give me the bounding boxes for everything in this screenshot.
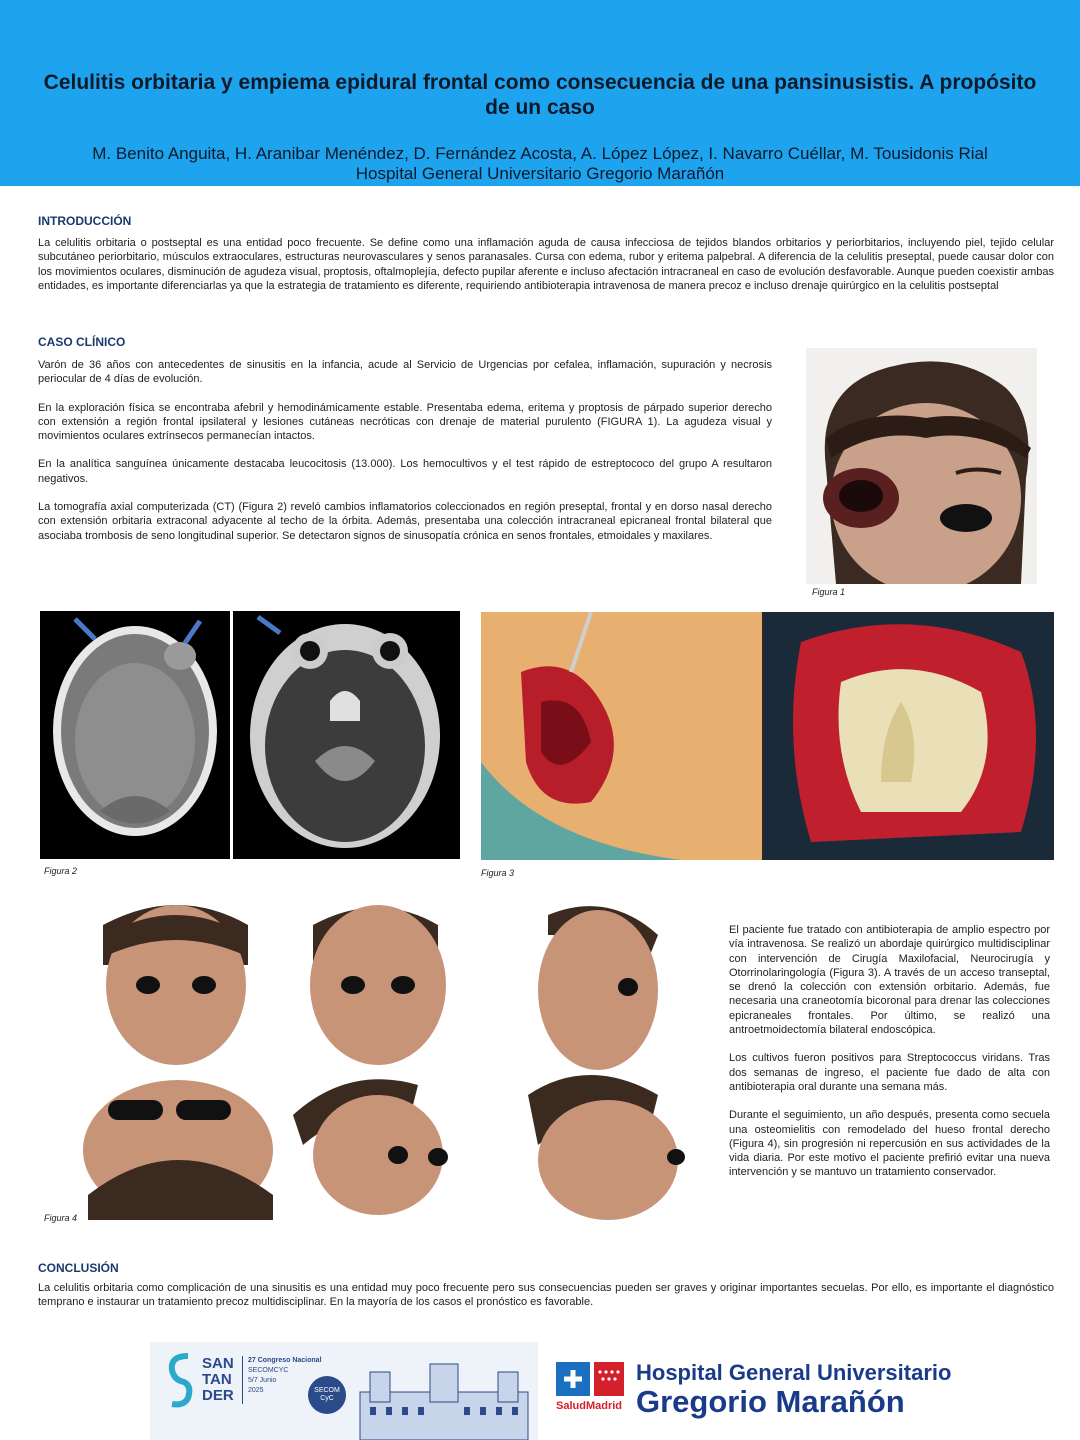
case-paragraph: En la exploración física se encontraba afebril y hemodinámicamente estable. Presentaba edema, eritema y proptosis de párpado superior derecho con extensión a región frontal ipsilateral y lesiones cutáneas necróticas con drenaje de material purulento (FIGURA 1). La agudeza visual y movimientos oculares extrínsecos permanecían intactos. <box>38 401 772 443</box>
figure-3-caption: Figura 3 <box>481 868 515 878</box>
header-banner <box>0 0 1080 186</box>
case-paragraph: La tomografía axial computerizada (CT) (Figura 2) reveló cambios inflamatorios coleccionados en región preseptal, frontal y en dorso nasal derecho con extensión orbitaria extraconal adyacente al techo de la órbita. Además, presentaba una colección intracraneal epicraneal frontal bilateral que asociaba trombosis de seno longitudinal superior. Se detectaron signos de sinusopatía crónica en senos frontales, etmoidales y maxilares. <box>38 501 772 542</box>
case-paragraph: Varón de 36 años con antecedentes de sinusitis en la infancia, acude al Servicio de Urgencias por cefalea, inflamación, supuración y necrosis periocular de 4 días de evolución. <box>38 359 772 386</box>
figure-4-caption: Figura 4 <box>44 1213 78 1223</box>
intro-heading: INTRODUCCIÓN <box>38 214 132 228</box>
salud-madrid-label: SaludMadrid <box>556 1400 623 1412</box>
intro-body: La celulitis orbitaria o postseptal es una entidad poco frecuente. Se define como una inflamación aguda de causa infecciosa de tejidos blandos orbitarios y periorbitarios, incluyendo piel, tejido celular subcutáneo periorbitario, músculos extraoculares, estructuras neurovasculares y senos paranasales. Cursa con edema, rubor y eritema palpebral. A diferencia de la celulitis preseptal, puede causar dolor con los movimientos oculares, disminución de agudeza visual, proptosis, oftalmoplejía, defecto pupilar aferente e incluso afectación intracraneal en caso de evolución desfavorable. Aunque pueden coexistir ambas entidades, es importante diferenciarlas ya que la estrategia de tratamiento es diferente, requiriendo antibioterapia intravenosa de manera precoz e incluso drenaje quirúrgico en la celulitis postseptal <box>38 237 1054 292</box>
figure-4-image <box>78 895 708 1220</box>
figure-3-image <box>481 612 1054 860</box>
conclusion-body: La celulitis orbitaria como complicación de una sinusitis es una entidad muy poco frecuente pero sus consecuencias pueden ser graves y originar importantes secuelas. Por ello, es importante el diagnóstico temprano e instaurar un tratamiento precoz multidisciplinar. En la mayoría de los casos el pronóstico es favorable. <box>38 1282 1054 1309</box>
congress-logo-icon <box>164 1350 196 1410</box>
authors <box>20 144 1060 184</box>
author-list: M. Benito Anguita, H. Aranibar Menéndez, D. Fernández Acosta, A. López López, I. Navarro Cuéllar, M. Tousidonis Rial <box>92 144 988 163</box>
case-text-left <box>38 358 772 557</box>
figure-2-image <box>40 611 460 859</box>
case-text-right <box>729 923 1050 1194</box>
figure-1-caption: Figura 1 <box>812 587 846 597</box>
hospital-name-line2: Gregorio Marañón <box>636 1384 905 1419</box>
case-paragraph: Los cultivos fueron positivos para Streptococcus viridans. Tras dos semanas de ingreso, el paciente fue dado de alta con antibioterapia oral durante una semana más. <box>729 1052 1050 1093</box>
case-heading: CASO CLÍNICO <box>38 335 126 349</box>
hospital-name-line1: Hospital General Universitario <box>636 1360 952 1385</box>
institution: Hospital General Universitario Gregorio Marañón <box>355 164 725 183</box>
case-paragraph: El paciente fue tratado con antibioterapia de amplio espectro por vía intravenosa. Se realizó un abordaje quirúrgico multidisciplinar con intervención de Cirugía Maxilofacial, Neurocirugía y Otorrinolaringología (Figura 3). A través de un acceso transeptal, se drenó la colección con extensión orbitario. Además, fue necesaria una craneotomía bicoronal para drenar las colecciones epicraneales frontales. Por último, se realizó una antroetmoidectomía bilateral endoscópica. <box>729 924 1050 1037</box>
secom-logo: SECOM CyC <box>308 1376 346 1414</box>
congress-city: SAN TAN DER <box>202 1355 234 1404</box>
figure-2-caption: Figura 2 <box>44 866 78 876</box>
figure-1-image <box>806 348 1037 584</box>
palace-illustration-icon <box>350 1362 538 1440</box>
conclusion-heading: CONCLUSIÓN <box>38 1261 119 1275</box>
poster-title: Celulitis orbitaria y empiema epidural frontal como consecuencia de una pansinusistis. A propósito de un caso <box>43 71 1037 119</box>
case-paragraph: Durante el seguimiento, un año después, presenta como secuela una osteomielitis con remodelado del hueso frontal derecho (Figura 4), sin progresión ni repercusión en sus actividades de la vida diaria. Por este motivo el paciente prefirió evitar una nueva intervención y se mantuvo un tratamiento conservador. <box>729 1109 1050 1179</box>
case-paragraph: En la analítica sanguínea únicamente destacaba leucocitosis (13.000). Los hemocultivos y el test rápido de estreptococo del grupo A resultaron negativos. <box>38 458 772 485</box>
congress-banner <box>150 1342 538 1440</box>
congress-info: 27 Congreso Nacional SECOMCYC 5/7 Junio 2025 <box>248 1357 322 1394</box>
divider <box>242 1356 243 1404</box>
salud-madrid-logo-icon <box>556 1362 626 1398</box>
hospital-logo <box>556 1360 976 1420</box>
